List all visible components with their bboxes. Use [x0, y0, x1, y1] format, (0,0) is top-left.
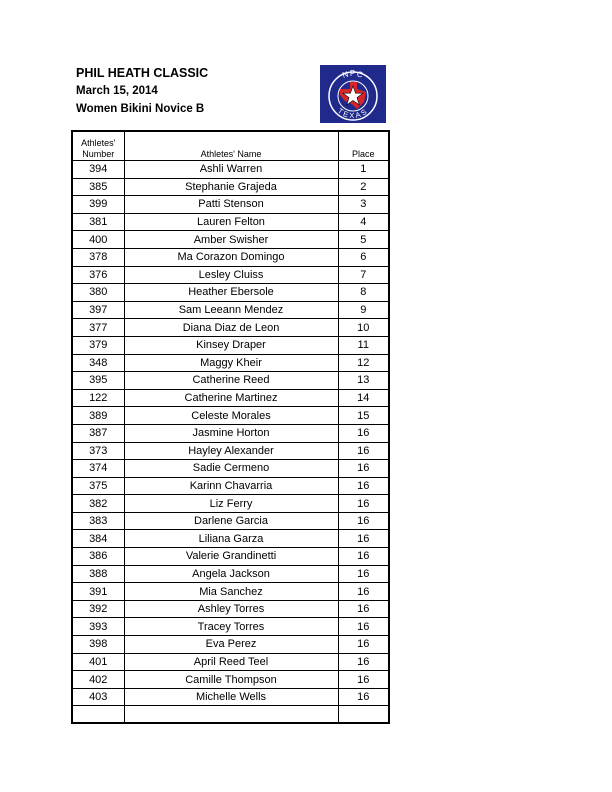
athlete-number-cell: 399 — [72, 196, 124, 214]
athlete-name-cell: Mia Sanchez — [124, 583, 338, 601]
table-row — [72, 372, 389, 390]
table-row — [72, 407, 389, 425]
place-cell: 16 — [338, 548, 389, 566]
athlete-number-cell: 388 — [72, 565, 124, 583]
table-row — [72, 336, 389, 354]
place-cell: 8 — [338, 284, 389, 302]
athlete-number-cell: 379 — [72, 336, 124, 354]
athlete-number-cell: 391 — [72, 583, 124, 601]
place-cell: 16 — [338, 600, 389, 618]
event-date: March 15, 2014 — [76, 85, 158, 97]
athlete-name-cell: Sam Leeann Mendez — [124, 301, 338, 319]
table-row — [72, 583, 389, 601]
place-cell: 7 — [338, 266, 389, 284]
athlete-number-header-line2: Number — [82, 149, 115, 159]
athlete-name-cell: Lauren Felton — [124, 213, 338, 231]
athlete-name-cell: Amber Swisher — [124, 231, 338, 249]
table-row — [72, 196, 389, 214]
results-body — [72, 161, 389, 724]
athlete-number-header-line1: Athletes' — [81, 138, 116, 148]
athlete-name-cell: Patti Stenson — [124, 196, 338, 214]
athlete-number-cell: 402 — [72, 671, 124, 689]
table-row — [72, 178, 389, 196]
place-cell: 5 — [338, 231, 389, 249]
athlete-name-cell: Liliana Garza — [124, 530, 338, 548]
athlete-name-cell: Ma Corazon Domingo — [124, 248, 338, 266]
place-cell: 9 — [338, 301, 389, 319]
athlete-number-cell: 400 — [72, 231, 124, 249]
place-cell: 16 — [338, 653, 389, 671]
empty-row — [72, 706, 389, 724]
table-row — [72, 565, 389, 583]
place-cell: 16 — [338, 618, 389, 636]
athlete-number-cell: 398 — [72, 636, 124, 654]
athlete-number-cell: 387 — [72, 424, 124, 442]
table-row — [72, 161, 389, 179]
athlete-number-cell: 403 — [72, 688, 124, 706]
athlete-name-cell: Ashli Warren — [124, 161, 338, 179]
table-row — [72, 548, 389, 566]
place-cell: 2 — [338, 178, 389, 196]
athlete-number-cell: 377 — [72, 319, 124, 337]
athlete-name-cell: April Reed Teel — [124, 653, 338, 671]
table-row — [72, 301, 389, 319]
place-cell: 16 — [338, 460, 389, 478]
athlete-name-cell: Angela Jackson — [124, 565, 338, 583]
place-cell: 16 — [338, 512, 389, 530]
place-cell: 4 — [338, 213, 389, 231]
athlete-name-header: Athletes' Name — [124, 131, 338, 161]
place-cell: 12 — [338, 354, 389, 372]
athlete-number-cell: 386 — [72, 548, 124, 566]
page-title: PHIL HEATH CLASSIC — [76, 66, 209, 80]
table-row — [72, 319, 389, 337]
svg-text:TEXAS — [336, 106, 370, 120]
place-cell: 13 — [338, 372, 389, 390]
place-cell: 6 — [338, 248, 389, 266]
athlete-name-cell: Valerie Grandinetti — [124, 548, 338, 566]
place-cell: 3 — [338, 196, 389, 214]
athlete-name-cell: Maggy Kheir — [124, 354, 338, 372]
npc-texas-logo — [320, 65, 386, 123]
empty-cell — [124, 706, 338, 724]
athlete-name-cell: Lesley Cluiss — [124, 266, 338, 284]
empty-cell — [338, 706, 389, 724]
logo-bottom-text: TEXAS — [335, 106, 371, 121]
table-row — [72, 600, 389, 618]
athlete-name-cell: Michelle Wells — [124, 688, 338, 706]
athlete-number-cell: 394 — [72, 161, 124, 179]
table-row — [72, 636, 389, 654]
place-cell: 16 — [338, 495, 389, 513]
athlete-number-cell: 348 — [72, 354, 124, 372]
table-row — [72, 495, 389, 513]
athlete-number-cell: 122 — [72, 389, 124, 407]
athlete-number-cell: 393 — [72, 618, 124, 636]
table-row — [72, 248, 389, 266]
athlete-number-cell: 374 — [72, 460, 124, 478]
athlete-number-cell: 383 — [72, 512, 124, 530]
table-row — [72, 512, 389, 530]
athlete-number-cell: 375 — [72, 477, 124, 495]
athlete-name-cell: Celeste Morales — [124, 407, 338, 425]
place-cell: 16 — [338, 583, 389, 601]
table-row — [72, 231, 389, 249]
table-row — [72, 653, 389, 671]
place-cell: 1 — [338, 161, 389, 179]
table-row — [72, 389, 389, 407]
table-row — [72, 618, 389, 636]
athlete-name-cell: Karinn Chavarria — [124, 477, 338, 495]
athlete-name-cell: Catherine Martinez — [124, 389, 338, 407]
table-row — [72, 442, 389, 460]
athlete-name-cell: Liz Ferry — [124, 495, 338, 513]
athlete-number-cell: 373 — [72, 442, 124, 460]
division-name: Women Bikini Novice B — [76, 103, 205, 115]
svg-text:NPC — [341, 69, 365, 80]
logo-top-text: NPC — [341, 69, 365, 80]
athlete-number-cell: 401 — [72, 653, 124, 671]
athlete-name-cell: Darlene Garcia — [124, 512, 338, 530]
athlete-number-cell: 376 — [72, 266, 124, 284]
athlete-number-cell: 384 — [72, 530, 124, 548]
place-cell: 16 — [338, 636, 389, 654]
athlete-number-cell: 385 — [72, 178, 124, 196]
place-cell: 15 — [338, 407, 389, 425]
athlete-name-cell: Stephanie Grajeda — [124, 178, 338, 196]
athlete-number-cell: 378 — [72, 248, 124, 266]
athlete-name-cell: Jasmine Horton — [124, 424, 338, 442]
table-row — [72, 688, 389, 706]
place-header: Place — [338, 131, 389, 161]
athlete-number-cell: 389 — [72, 407, 124, 425]
athlete-name-cell: Catherine Reed — [124, 372, 338, 390]
table-row — [72, 460, 389, 478]
table-row — [72, 284, 389, 302]
athlete-number-cell: 395 — [72, 372, 124, 390]
results-table — [71, 130, 390, 724]
table-row — [72, 477, 389, 495]
place-cell: 16 — [338, 477, 389, 495]
place-cell: 10 — [338, 319, 389, 337]
athlete-number-cell: 382 — [72, 495, 124, 513]
empty-cell — [72, 706, 124, 724]
athlete-number-cell: 380 — [72, 284, 124, 302]
place-cell: 16 — [338, 671, 389, 689]
athlete-name-cell: Sadie Cermeno — [124, 460, 338, 478]
athlete-name-cell: Eva Perez — [124, 636, 338, 654]
athlete-number-header — [72, 131, 124, 161]
athlete-name-cell: Kinsey Draper — [124, 336, 338, 354]
athlete-number-cell: 392 — [72, 600, 124, 618]
athlete-name-cell: Camille Thompson — [124, 671, 338, 689]
table-row — [72, 530, 389, 548]
place-cell: 16 — [338, 442, 389, 460]
place-cell: 16 — [338, 565, 389, 583]
athlete-number-cell: 397 — [72, 301, 124, 319]
place-cell: 16 — [338, 530, 389, 548]
place-cell: 16 — [338, 688, 389, 706]
place-cell: 16 — [338, 424, 389, 442]
table-header-row — [72, 131, 389, 161]
place-cell: 11 — [338, 336, 389, 354]
place-cell: 14 — [338, 389, 389, 407]
athlete-name-cell: Hayley Alexander — [124, 442, 338, 460]
athlete-name-cell: Ashley Torres — [124, 600, 338, 618]
table-row — [72, 424, 389, 442]
table-row — [72, 213, 389, 231]
athlete-name-cell: Heather Ebersole — [124, 284, 338, 302]
table-row — [72, 671, 389, 689]
athlete-name-cell: Diana Diaz de Leon — [124, 319, 338, 337]
table-row — [72, 266, 389, 284]
athlete-number-cell: 381 — [72, 213, 124, 231]
table-row — [72, 354, 389, 372]
athlete-name-cell: Tracey Torres — [124, 618, 338, 636]
